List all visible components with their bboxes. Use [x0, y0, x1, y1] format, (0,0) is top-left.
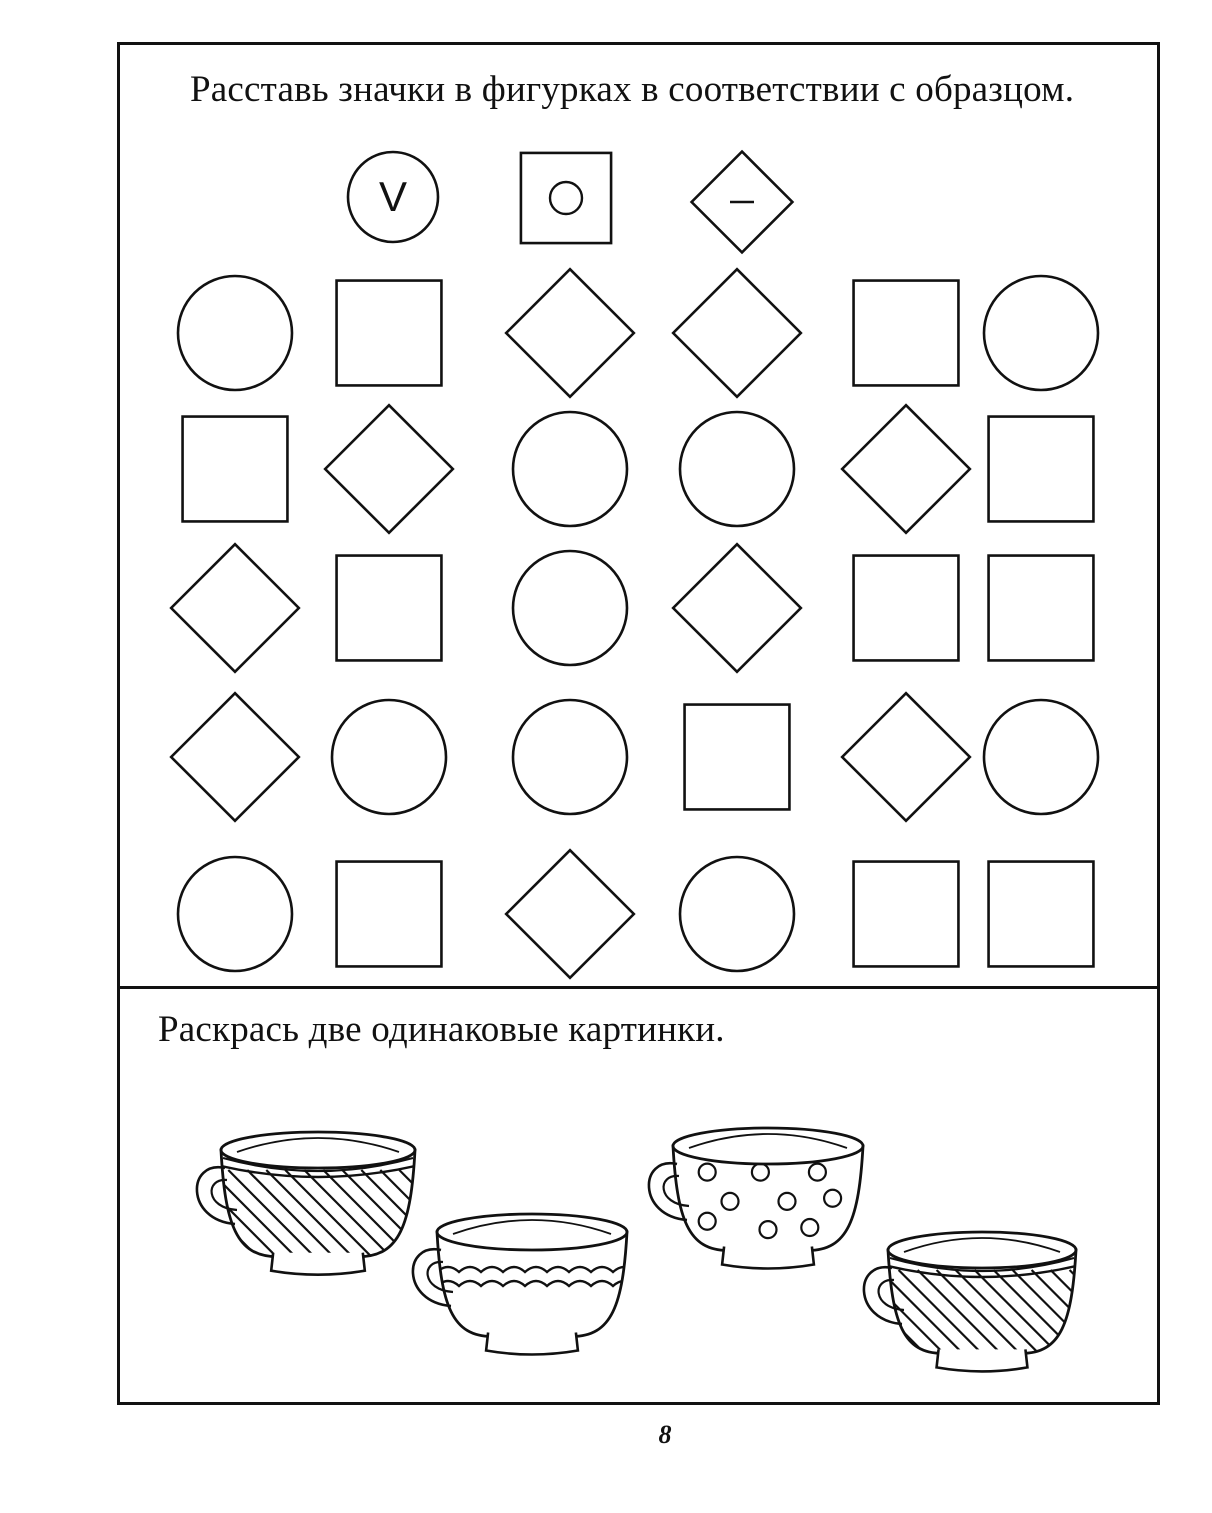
grid-diamond	[171, 693, 299, 821]
legend-mark-ring	[550, 182, 582, 214]
legend-circle	[348, 152, 438, 242]
page-number: 8	[658, 1420, 672, 1449]
legend-diamond	[692, 152, 793, 253]
cup-wavy-band	[413, 1214, 635, 1355]
grid-diamond	[171, 544, 299, 672]
grid-diamond	[842, 405, 970, 533]
grid-circle	[178, 276, 292, 390]
grid-circle	[984, 276, 1098, 390]
grid-square	[337, 556, 442, 661]
grid-circle	[513, 412, 627, 526]
sample-legend	[348, 152, 792, 253]
grid-circle	[984, 700, 1098, 814]
cup-diagonal-stripes	[785, 1232, 1182, 1371]
grid-diamond	[673, 544, 801, 672]
grid-diamond	[325, 405, 453, 533]
task2-instruction: Раскрась две одинаковые картинки.	[158, 1009, 725, 1050]
grid-diamond	[842, 693, 970, 821]
cups-row	[114, 1128, 1181, 1371]
task1-instruction: Расставь значки в фигурках в соответствии с образцом.	[190, 69, 1075, 110]
grid-square	[854, 862, 959, 967]
grid-square	[854, 281, 959, 386]
grid-square	[989, 417, 1094, 522]
grid-square	[854, 556, 959, 661]
grid-circle	[513, 551, 627, 665]
grid-circle	[513, 700, 627, 814]
grid-diamond	[506, 850, 634, 978]
grid-square	[989, 556, 1094, 661]
cup-diagonal-stripes	[114, 1132, 514, 1275]
grid-square	[685, 705, 790, 810]
legend-mark-check: V	[378, 173, 408, 220]
grid-square	[337, 862, 442, 967]
grid-square	[337, 281, 442, 386]
cup-polka-dots	[649, 1128, 863, 1269]
grid-diamond	[673, 269, 801, 397]
grid-square	[989, 862, 1094, 967]
grid-circle	[178, 857, 292, 971]
grid-diamond	[506, 269, 634, 397]
grid-circle	[332, 700, 446, 814]
shapes-grid	[171, 269, 1098, 978]
legend-square	[521, 153, 611, 243]
grid-circle	[680, 412, 794, 526]
grid-square	[183, 417, 288, 522]
grid-circle	[680, 857, 794, 971]
